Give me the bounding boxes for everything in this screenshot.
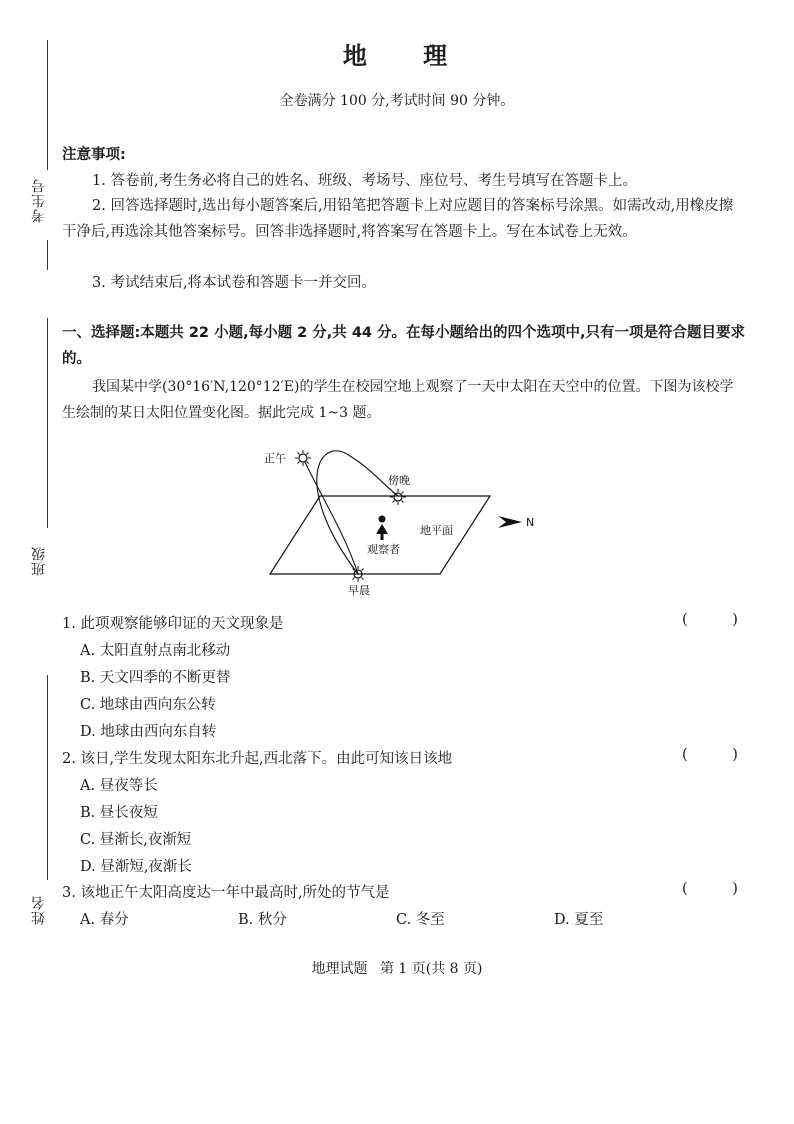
- question-1-answer-blank[interactable]: ( ): [682, 612, 758, 628]
- sun-path-svg: [250, 444, 550, 600]
- observer-icon: [376, 516, 388, 541]
- sun-path-lower-curve: [305, 462, 358, 574]
- binding-line-mid-1: [47, 240, 48, 270]
- question-1-option-c[interactable]: C. 地球由西向东公转: [80, 697, 216, 713]
- exam-info: 全卷满分 100 分,考试时间 90 分钟。: [279, 93, 515, 109]
- exam-no-label: 考生号: [31, 178, 47, 223]
- name-label: 姓名: [31, 895, 47, 925]
- page-title: 地 理: [342, 41, 472, 70]
- north-arrow-icon: [498, 516, 522, 528]
- horizon-plane: [270, 496, 490, 574]
- observer-label: 观察者: [367, 543, 400, 556]
- notice-item: 3. 考试结束后,将本试卷和答题卡一并交回。: [92, 275, 377, 291]
- sun-path-diagram: [250, 444, 550, 600]
- section-heading: 一、选择题:本题共 22 小题,每小题 2 分,共 44 分。在每小题给出的四个选项中,只有一项是符合题目要求的。: [62, 325, 746, 367]
- question-3-option-a[interactable]: A. 春分: [80, 912, 129, 928]
- footer-page-number: 第 1 页(共 8 页): [379, 961, 483, 977]
- question-3-option-d[interactable]: D. 夏至: [554, 912, 604, 928]
- evening-label: 傍晚: [388, 474, 410, 487]
- question-2-option-b[interactable]: B. 昼长夜短: [80, 805, 158, 821]
- question-3-stem: 3. 该地正午太阳高度达一年中最高时,所处的节气是: [62, 885, 390, 901]
- north-label: N: [526, 516, 535, 529]
- noon-sun-icon: [295, 450, 311, 466]
- noon-label: 正午: [264, 452, 286, 465]
- question-1-option-d[interactable]: D. 地球由西向东自转: [80, 724, 217, 740]
- question-3-option-c[interactable]: C. 冬至: [396, 912, 445, 928]
- question-2-stem: 2. 该日,学生发现太阳东北升起,西北落下。由此可知该日该地: [62, 751, 453, 767]
- question-2-option-d[interactable]: D. 昼渐短,夜渐长: [80, 859, 192, 875]
- question-2-option-c[interactable]: C. 昼渐长,夜渐短: [80, 832, 192, 848]
- question-2-answer-blank[interactable]: ( ): [682, 747, 758, 763]
- class-label: 班级: [31, 546, 47, 576]
- question-1-option-a[interactable]: A. 太阳直射点南北移动: [80, 643, 231, 659]
- question-1-option-b[interactable]: B. 天文四季的不断更替: [80, 670, 231, 686]
- notice-item: 2. 回答选择题时,选出每小题答案后,用铅笔把答题卡上对应题目的答案标号涂黑。如需改动,用橡皮擦干净后,再选涂其他答案标号。回答非选择题时,将答案写在答题卡上。写在本试卷上无效。: [62, 198, 734, 240]
- notice-item: 1. 答卷前,考生务必将自己的姓名、班级、考场号、座位号、考生号填写在答题卡上。: [92, 173, 638, 189]
- plane-label: 地平面: [420, 524, 453, 537]
- footer-subject: 地理试题: [311, 961, 368, 977]
- question-3-option-b[interactable]: B. 秋分: [238, 912, 287, 928]
- page-footer: [0, 958, 794, 978]
- morning-label: 早晨: [348, 584, 370, 597]
- question-2-option-a[interactable]: A. 昼夜等长: [80, 778, 158, 794]
- binding-line-mid-2: [47, 318, 48, 528]
- question-1-stem: 1. 此项观察能够印证的天文现象是: [62, 616, 284, 632]
- binding-line-low: [47, 675, 48, 880]
- notice-heading: 注意事项:: [62, 147, 126, 163]
- question-intro: 我国某中学(30°16′N,120°12′E)的学生在校园空地上观察了一天中太阳在天空中的位置。下图为该校学生绘制的某日太阳位置变化图。据此完成 1~3 题。: [62, 379, 734, 421]
- question-3-answer-blank[interactable]: ( ): [682, 881, 758, 897]
